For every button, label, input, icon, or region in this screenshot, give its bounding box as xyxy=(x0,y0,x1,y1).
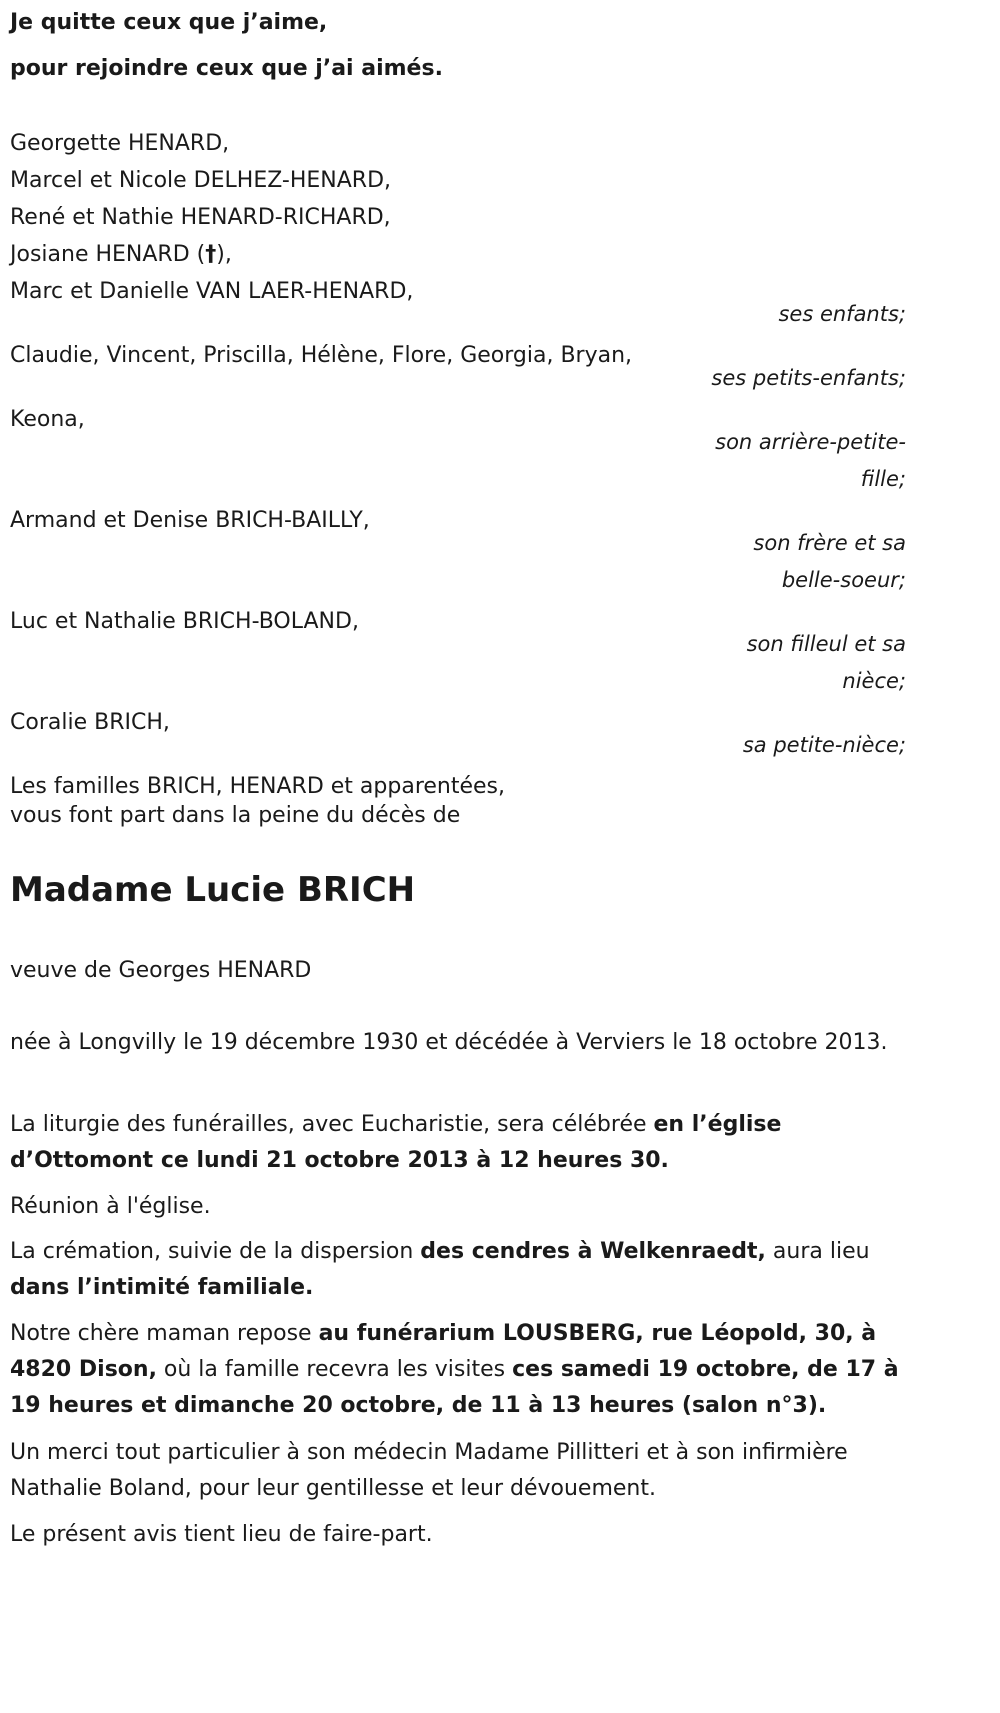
grandchildren-names: Claudie, Vincent, Priscilla, Hélène, Flore, Georgia, Bryan, xyxy=(10,343,633,368)
child-name-deceased: Josiane HENARD (†), xyxy=(10,242,232,267)
deceased-name: Madame Lucie BRICH xyxy=(10,870,416,910)
widow-text: veuve de Georges HENARD xyxy=(10,958,312,983)
child-name: Marcel et Nicole DELHEZ-HENARD, xyxy=(10,168,392,193)
funerarium-text: Notre chère maman repose au funérarium LOUSBERG, rue Léopold, 30, à 4820 Dison, où la famille recevra les visites ces samedi 19 octobre, de 17 à 19 heures et dimanche 20 octobre, de 11 à 13 heures (salon n°3). xyxy=(10,1321,899,1418)
thanks-text: Un merci tout particulier à son médecin Madame Pillitteri et à son infirmière Nathalie Boland, pour leur gentillesse et leur dévouement. xyxy=(10,1440,848,1501)
godson-names: Luc et Nathalie BRICH-BOLAND, xyxy=(10,609,359,634)
liturgy-text: La liturgie des funérailles, avec Eucharistie, sera célébrée en l’église d’Ottomont ce lundi 21 octobre 2013 à 12 heures 30. xyxy=(10,1112,782,1173)
cross-icon: † xyxy=(205,242,217,267)
child-name: Marc et Danielle VAN LAER-HENARD, xyxy=(10,279,414,304)
great-grandchild-name: Keona, xyxy=(10,407,85,432)
cremation-text: La crémation, suivie de la dispersion des cendres à Welkenraedt, aura lieu dans l’intimité familiale. xyxy=(10,1239,870,1300)
brother-names: Armand et Denise BRICH-BAILLY, xyxy=(10,508,370,533)
relation-petits-enfants: ses petits-enfants; xyxy=(711,366,906,390)
quote-line-2: pour rejoindre ceux que j’ai aimés. xyxy=(10,56,443,81)
grandniece-name: Coralie BRICH, xyxy=(10,710,170,735)
relation-filleul: son filleul et sa nièce; xyxy=(746,632,906,693)
announcement-text: vous font part dans la peine du décès de xyxy=(10,803,461,828)
relation-enfants: ses enfants; xyxy=(778,302,906,326)
closing-text: Le présent avis tient lieu de faire-part. xyxy=(10,1522,433,1547)
child-name: René et Nathie HENARD-RICHARD, xyxy=(10,205,391,230)
families-text: Les familles BRICH, HENARD et apparentées, xyxy=(10,774,506,799)
quote-line-1: Je quitte ceux que j’aime, xyxy=(10,10,328,35)
reunion-text: Réunion à l'église. xyxy=(10,1194,211,1219)
family-list xyxy=(10,125,910,805)
relation-frere: son frère et sa belle-soeur; xyxy=(753,531,906,592)
child-name: Georgette HENARD, xyxy=(10,131,230,156)
birth-death-text: née à Longvilly le 19 décembre 1930 et décédée à Verviers le 18 octobre 2013. xyxy=(10,1030,888,1055)
relation-petite-niece: sa petite-nièce; xyxy=(742,733,906,757)
relation-arriere-petite-fille: son arrière-petite-fille; xyxy=(715,430,906,491)
